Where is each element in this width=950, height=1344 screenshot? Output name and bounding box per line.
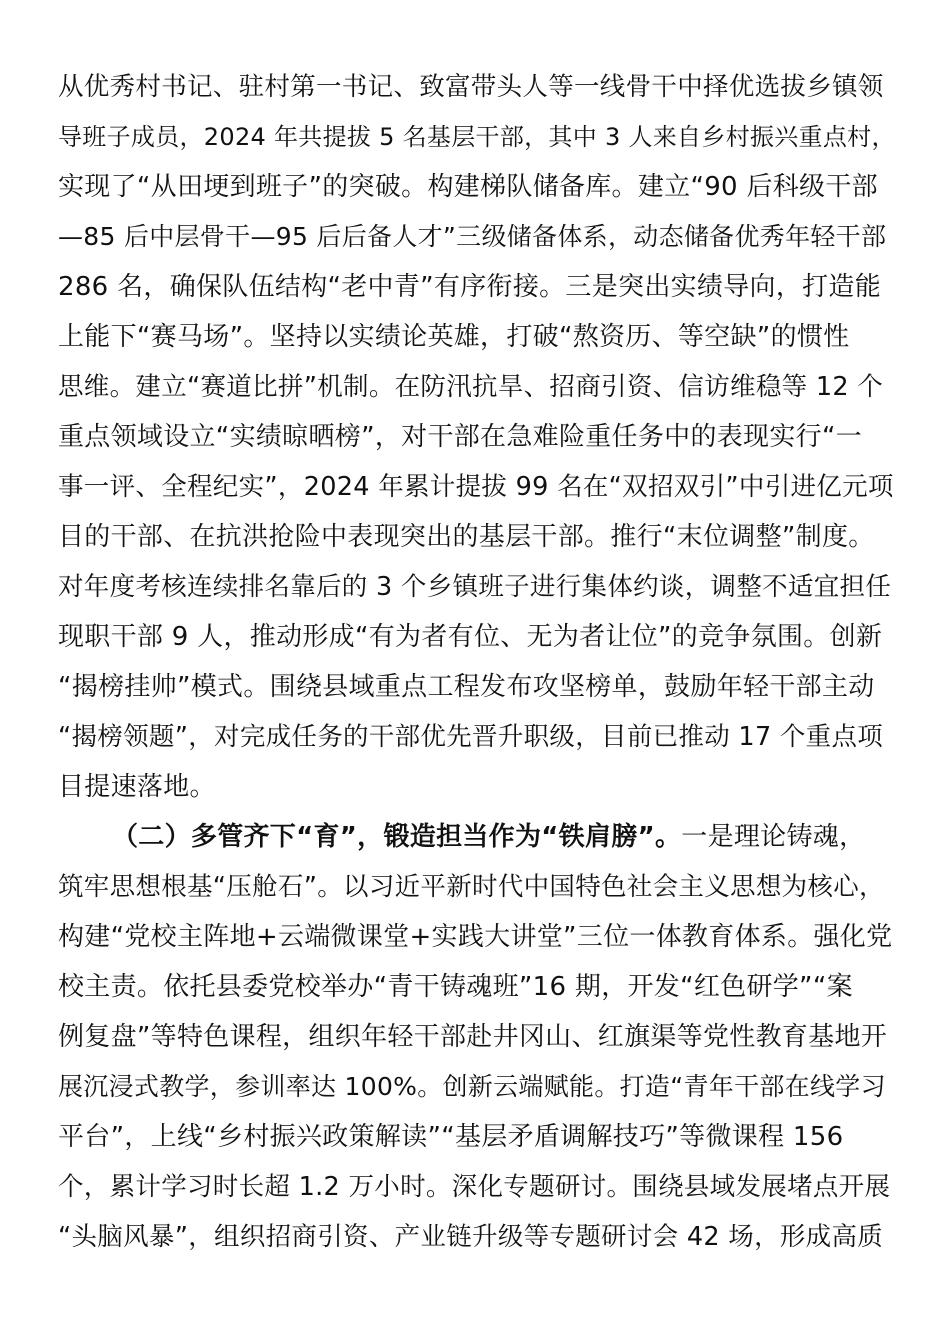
text-line: 目的干部、在抗洪抢险中表现突出的基层干部。推行“末位调整”制度。 [58,522,875,552]
text-line: 筑牢思想根基“压舱石”。以习近平新时代中国特色社会主义思想为核心， [58,872,885,902]
text-line: 从优秀村书记、驻村第一书记、致富带头人等一线骨干中择优选拔乡镇领 [58,72,884,102]
heading-line-rest: 一是理论铸魂， [681,822,866,852]
text-line: 个，累计学习时长超 1.2 万小时。深化专题研讨。围绕县域发展堵点开展 [58,1172,891,1202]
text-line: 286 名，确保队伍结构“老中青”有序衔接。三是突出实绩导向，打造能 [58,272,882,302]
text-line: “头脑风暴”，组织招商引资、产业链升级等专题研讨会 42 场，形成高质 [58,1222,884,1252]
text-line: 构建“党校主阵地+云端微课堂+实践大讲堂”三位一体教育体系。强化党 [58,922,893,952]
text-line: 校主责。依托县委党校举办“青干铸魂班”16 期，开发“红色研学”“案 [58,972,853,1002]
section-heading-line [112,812,898,862]
text-line: 对年度考核连续排名靠后的 3 个乡镇班子进行集体约谈，调整不适宜担任 [58,572,892,602]
text-line: 上能下“赛马场”。坚持以实绩论英雄，打破“熬资历、等空缺”的惯性 [58,322,850,352]
text-line: 导班子成员，2024 年共提拔 5 名基层干部，其中 3 人来自乡村振兴重点村， [58,123,896,151]
text-line: 重点领域设立“实绩晾晒榜”，对干部在急难险重任务中的表现实行“一 [58,422,863,452]
section-heading: （二）多管齐下“育”，锻造担当作为“铁肩膀”。 [112,822,682,852]
text-line: “揭榜挂帅”模式。围绕县域重点工程发布攻坚榜单，鼓励年轻干部主动 [58,672,875,702]
text-line: 例复盘”等特色课程，组织年轻干部赴井冈山、红旗渠等党性教育基地开 [58,1022,888,1052]
text-line: 展沉浸式教学，参训率达 100%。创新云端赋能。打造“青年干部在线学习 [58,1072,886,1101]
text-line: “揭榜领题”，对完成任务的干部优先晋升职级，目前已推动 17 个重点项 [58,722,884,752]
text-line: 平台”，上线“乡村振兴政策解读”“基层矛盾调解技巧”等微课程 156 [58,1122,844,1152]
text-line: 思维。建立“赛道比拼”机制。在防汛抗旱、招商引资、信访维稳等 12 个 [58,372,884,402]
text-line: —85 后中层骨干—95 后后备人才”三级储备体系，动态储备优秀年轻干部 [58,222,887,251]
text-line: 实现了“从田埂到班子”的突破。构建梯队储备库。建立“90 后科级干部 [58,172,878,202]
text-line: 目提速落地。 [58,772,216,802]
text-line: 现职干部 9 人，推动形成“有为者有位、无为者让位”的竞争氛围。创新 [58,622,883,652]
text-line: 事一评、全程纪实”，2024 年累计提拔 99 名在“双招双引”中引进亿元项 [58,472,894,502]
